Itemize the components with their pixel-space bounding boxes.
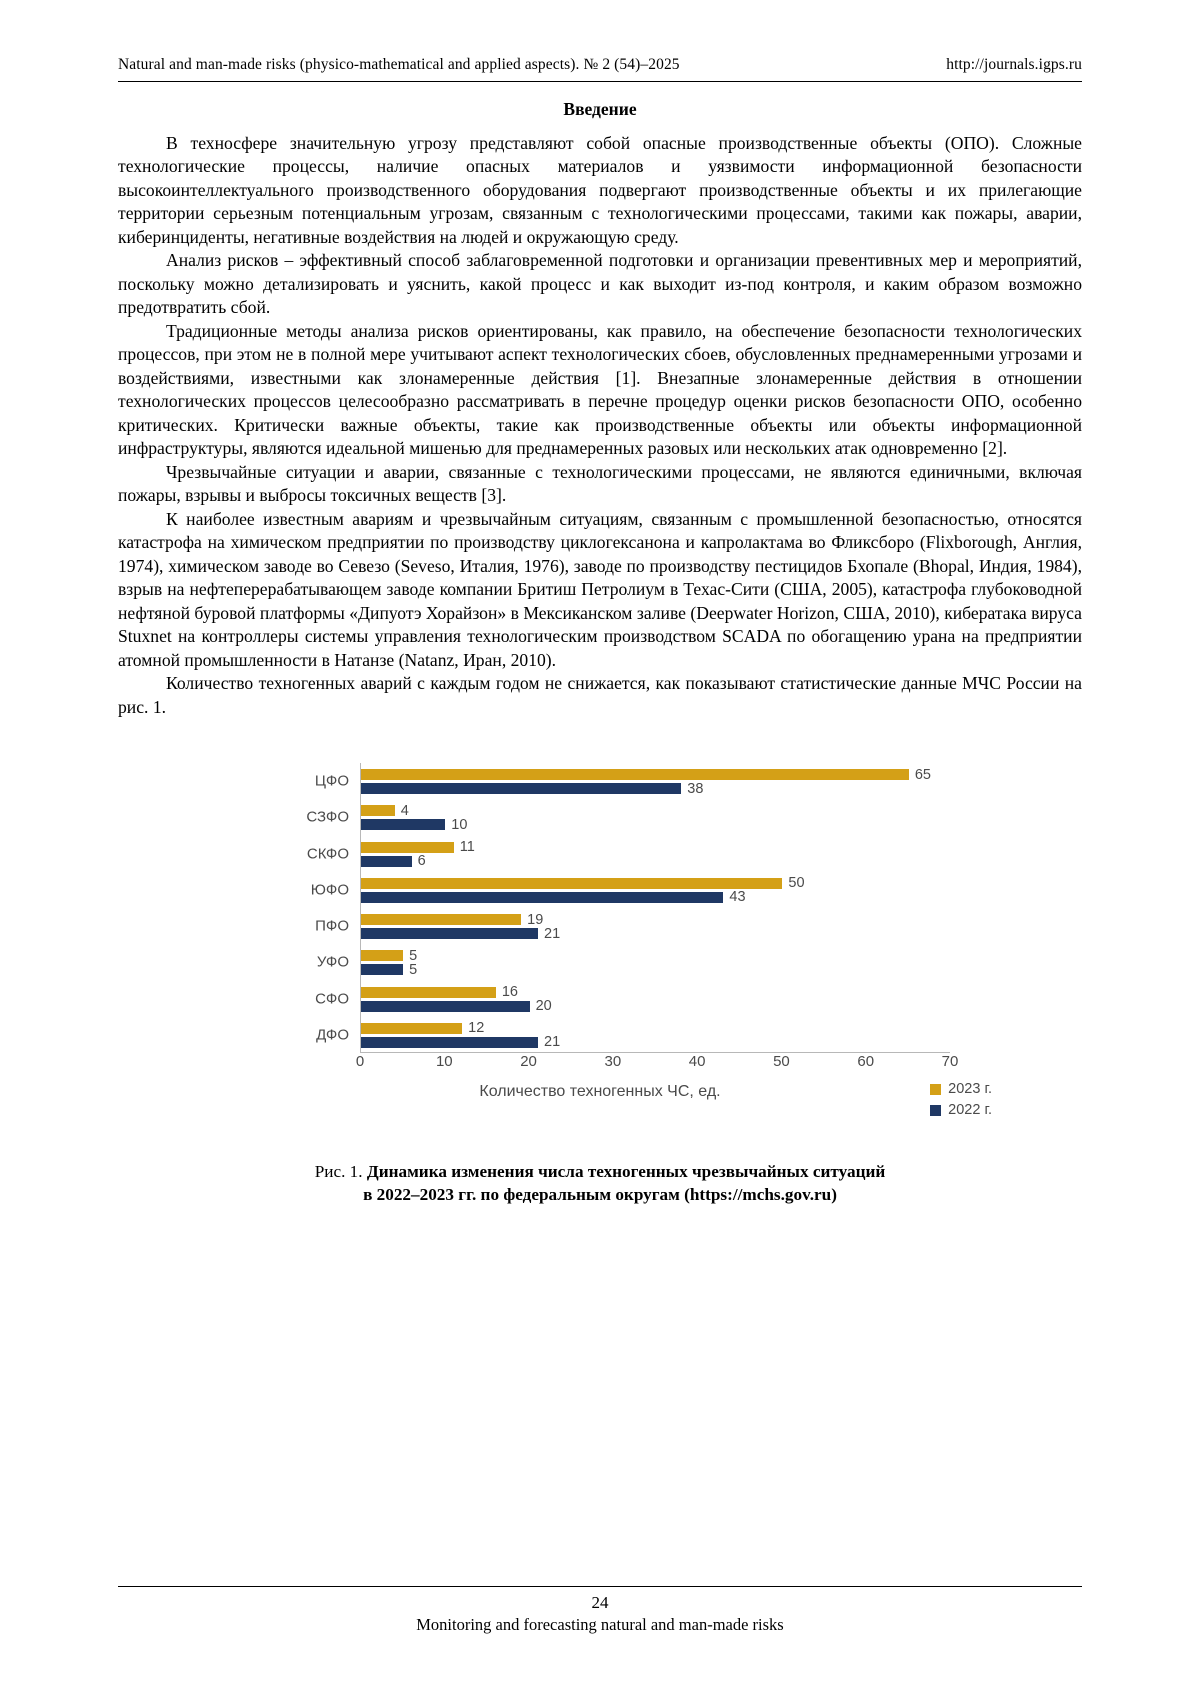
chart-plot-area (306, 763, 950, 1053)
chart-x-tick-label: 20 (520, 1053, 537, 1071)
chart-category-row (306, 799, 950, 835)
chart-category-label: СКФО (306, 845, 349, 863)
figure-caption-line2: в 2022–2023 гг. по федеральным округам (https://mchs.gov.ru) (363, 1184, 837, 1204)
chart-legend (930, 1081, 992, 1123)
chart-bar (361, 1034, 561, 1051)
chart-bar-value: 50 (788, 875, 805, 892)
chart-category-row (310, 872, 950, 908)
chart-bar (361, 780, 704, 797)
chart-legend-item (930, 1102, 992, 1118)
chart-bar-value: 38 (687, 780, 704, 797)
chart-bar-value: 19 (527, 911, 544, 928)
figure-caption-prefix: Рис. 1. (314, 1162, 367, 1182)
chart-category-label: СФО (315, 990, 349, 1008)
chart-category-row (306, 836, 950, 872)
chart-bar (361, 984, 518, 1001)
paragraph: Традиционные методы анализа рисков ориентированы, как правило, на обеспечение безопасности технологических процессов, при этом не в полной мере учитывают аспект технологических сбоев, обусловленных преднамеренными угрозами и воздействиями, известными как злонамеренные действия [1]. Внезапные злонамеренные действия в отношении технологических процессов целесообразно рассматривать в перечне процедур оценки рисков безопасности ОПО, особенно критических. Критически важные объекты, такие как производственные объекты или объекты информационной инфраструктуры, являются идеальной мишенью для преднамеренных разовых или нескольких атак одновременно [2]. (118, 320, 1082, 459)
chart-bar-value: 16 (501, 984, 518, 1001)
chart-bar (361, 816, 468, 833)
chart-bar (361, 802, 409, 819)
chart-bar (361, 766, 931, 783)
chart-bar-value: 12 (468, 1020, 485, 1037)
chart-bar (361, 839, 475, 856)
chart-category-label: ДФО (316, 1026, 349, 1044)
chart-bar (361, 911, 544, 928)
chart-x-axis-label: Количество техногенных ЧС, ед. (479, 1083, 721, 1101)
chart-bar (361, 875, 805, 892)
chart-bar-value: 10 (451, 816, 468, 833)
chart-legend-swatch (930, 1084, 941, 1095)
chart-legend-label: 2023 г. (948, 1081, 992, 1098)
chart-bar-value: 65 (914, 766, 931, 783)
chart-category-row (315, 981, 950, 1017)
chart-bar-value: 6 (417, 853, 426, 870)
chart-category-row (314, 763, 950, 799)
chart-bar-value: 21 (544, 1034, 561, 1051)
chart-category-row (316, 944, 950, 980)
paragraph: Чрезвычайные ситуации и аварии, связанные с технологическими процессами, не являются единичными, включая пожары, взрывы и выбросы токсичных веществ [3]. (118, 461, 1082, 506)
chart-bar-value: 21 (544, 925, 561, 942)
chart-x-tick-label: 30 (604, 1053, 622, 1071)
section-title: Введение (563, 99, 637, 119)
chart-bar (361, 853, 426, 870)
paragraph: Количество техногенных аварий с каждым годом не снижается, как показывают статистические данные МЧС России на рис. 1. (118, 673, 1082, 717)
chart-x-axis (355, 1053, 959, 1075)
chart-bar (361, 998, 552, 1015)
chart-legend-item (930, 1081, 992, 1097)
chart-x-tick-label: 50 (773, 1053, 790, 1071)
chart-bar-value: 5 (409, 961, 418, 978)
chart-x-tick-label: 60 (857, 1053, 875, 1071)
chart-bar (361, 1020, 485, 1037)
body-text (118, 132, 1082, 719)
figure-caption (118, 1161, 1082, 1207)
page-number: 24 (591, 1593, 609, 1612)
footer-journal-line: Monitoring and forecasting natural and man-made risks (416, 1615, 784, 1634)
page-footer (118, 1586, 1082, 1635)
chart-category-label: ПФО (315, 917, 349, 935)
chart-bar-value: 11 (459, 839, 475, 856)
chart-category-label: УФО (316, 953, 349, 971)
chart-legend-swatch (930, 1105, 941, 1116)
chart-bar-value: 5 (409, 947, 418, 964)
chart-x-tick-label: 10 (435, 1053, 453, 1071)
chart-x-tick-label: 0 (355, 1053, 365, 1071)
chart-bar-value: 4 (400, 802, 409, 819)
chart-category-label: СЗФО (306, 808, 349, 826)
chart-bar (361, 925, 561, 942)
running-head-right: http://journals.igps.ru (946, 56, 1082, 73)
chart-category-row (315, 908, 950, 944)
chart-bar (361, 947, 418, 964)
figure (118, 745, 1082, 1207)
paragraph: К наиболее известным авариям и чрезвычайным ситуациям, связанным с промышленной безопасностью, относятся катастрофа на химическом предприятии по производству циклогексанона и капролактама во Фликсборо (Flixborough, Англия, 1974), химическом заводе во Севезо (Seveso, Италия, 1976), заводе по производству пестицидов Бхопале (Bhopal, Индия, 1984), взрыв на нефтеперерабатывающем заводе компании Бритиш Петролиум в Техас-Сити (США, 2005), катастрофа глубоководной нефтяной буровой платформы «Дипуотэ Хорайзон» в Мексиканском заливе (Deepwater Horizon, США, 2010), кибератака вируса Stuxnet на контроллеры системы управления технологическим производством SCADA по обогащению урана на предприятии атомной промышленности в Натанзе (Natanz, Иран, 2010). (118, 508, 1082, 670)
running-head-left: Natural and man-made risks (physico-mathematical and applied aspects). № 2 (54)–2025 (118, 56, 680, 73)
bar-chart (190, 745, 1010, 1145)
chart-bar (361, 961, 418, 978)
chart-category-label: ЮФО (310, 881, 349, 899)
chart-bar (361, 889, 746, 906)
footer-rule (118, 1586, 1082, 1587)
chart-category-label: ЦФО (314, 772, 349, 790)
paragraph: В техносфере значительную угрозу представляют собой опасные производственные объекты (ОПО). Сложные технологические процессы, наличие опасных материалов и уязвимости информационной безопасности высокоинтеллектуального производственного оборудования подвергают производственные объекты и их прилегающие территории серьезным потенциальным угрозам, связанным с технологическими процессами, такими как пожары, аварии, киберинциденты, негативные воздействия на людей и окружающую среду. (118, 133, 1082, 247)
chart-legend-label: 2022 г. (948, 1102, 992, 1119)
chart-bar-value: 20 (535, 998, 552, 1015)
chart-x-tick-label: 70 (941, 1053, 959, 1071)
figure-caption-line1: Динамика изменения числа техногенных чрезвычайных ситуаций (366, 1162, 886, 1182)
chart-category-row (316, 1017, 950, 1053)
chart-bar-value: 43 (729, 889, 746, 906)
chart-x-tick-label: 40 (688, 1053, 706, 1071)
running-head (118, 56, 1082, 82)
paragraph: Анализ рисков – эффективный способ заблаговременной подготовки и организации превентивных мер и мероприятий, поскольку можно детализировать и уяснить, какой процесс и как выходит из-под контроля, и каким образом возможно предотвратить сбой. (118, 250, 1082, 318)
